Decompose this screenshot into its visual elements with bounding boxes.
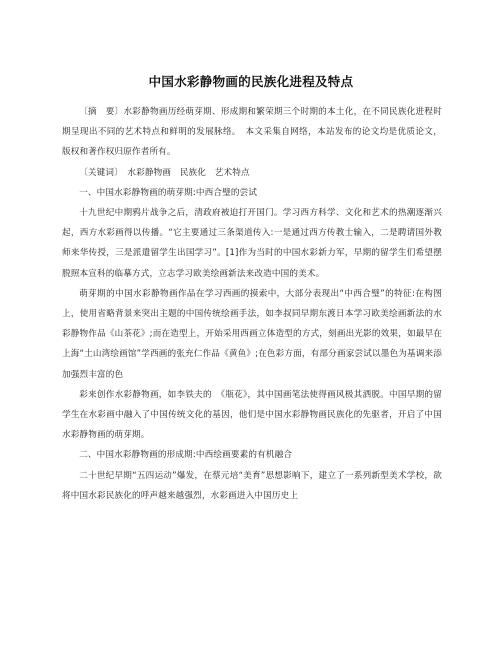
body-paragraph-1: 十九世纪中期鸦片战争之后，清政府被迫打开国门。学习西方科学、文化和艺术的热潮逐渐兴起，西方水彩画得以传播。“它主要通过三条渠道传入:一是通过西方传教士输入，二是聘请国外教师来华传授，三是派遣留学生出国学习”。[1]作为当时的中国水彩新力军，早期的留学生们希望摆脱照本宣科的临摹方式，立志学习欧美绘画新法来改造中国的美术。 bbox=[62, 208, 442, 279]
abstract-paragraph: 〔摘 要〕水彩静物画历经萌芽期、形成期和繁荣期三个时期的本土化，在不同民族化进程时期呈现出不同的艺术特点和鲜明的发展脉络。 本文采集自网络，本站发布的论文均是优质论文，版权和著作权归原作者所有。 bbox=[62, 107, 442, 158]
section-heading-2: 二、中国水彩静物画的形成期:中西绘画要素的有机融合 bbox=[79, 450, 293, 461]
body-paragraph-2: 萌芽期的中国水彩静物画作品在学习西画的摸索中，大部分表现出“中西合璧”的特征:在构图上，使用省略背景来突出主题的中国传统绘画手法，如李叔同早期东渡日本学习欧美绘画新法的水彩静物作品《山茶花》;而在造型上，开始采用西画立体造型的方式，刻画出光影的效果，如最早在上海“土山湾绘画馆”学西画的张充仁作品《黄鱼》;在色彩方面，有部分画家尝试以墨色为基调来添加强烈丰富的色 bbox=[62, 288, 442, 380]
body-paragraph-3: 彩来创作水彩静物画，如李铁夫的 《瓶花》，其中国画笔法使得画风极其洒脱。中国早期的留学生在水彩画中融入了中国传统文化的基因，他们是中国水彩静物画民族化的先驱者，开启了中国水彩静物画的萌芽期。 bbox=[62, 389, 442, 441]
document-title: 中国水彩静物画的民族化进程及特点 bbox=[148, 74, 354, 89]
section-heading-1: 一、中国水彩静物画的萌芽期:中西合璧的尝试 bbox=[79, 187, 258, 198]
document-body bbox=[62, 102, 442, 506]
keywords-line: 〔关键词〕 水彩静物画 民族化 艺术特点 bbox=[79, 167, 250, 178]
body-paragraph-4: 二十世纪早期“五四运动”爆发，在蔡元培“美育”思想影响下，建立了一系列新型美术学校，欲将中国水彩民族化的呼声越来越强烈，水彩画进入中国历史上 bbox=[62, 470, 442, 501]
